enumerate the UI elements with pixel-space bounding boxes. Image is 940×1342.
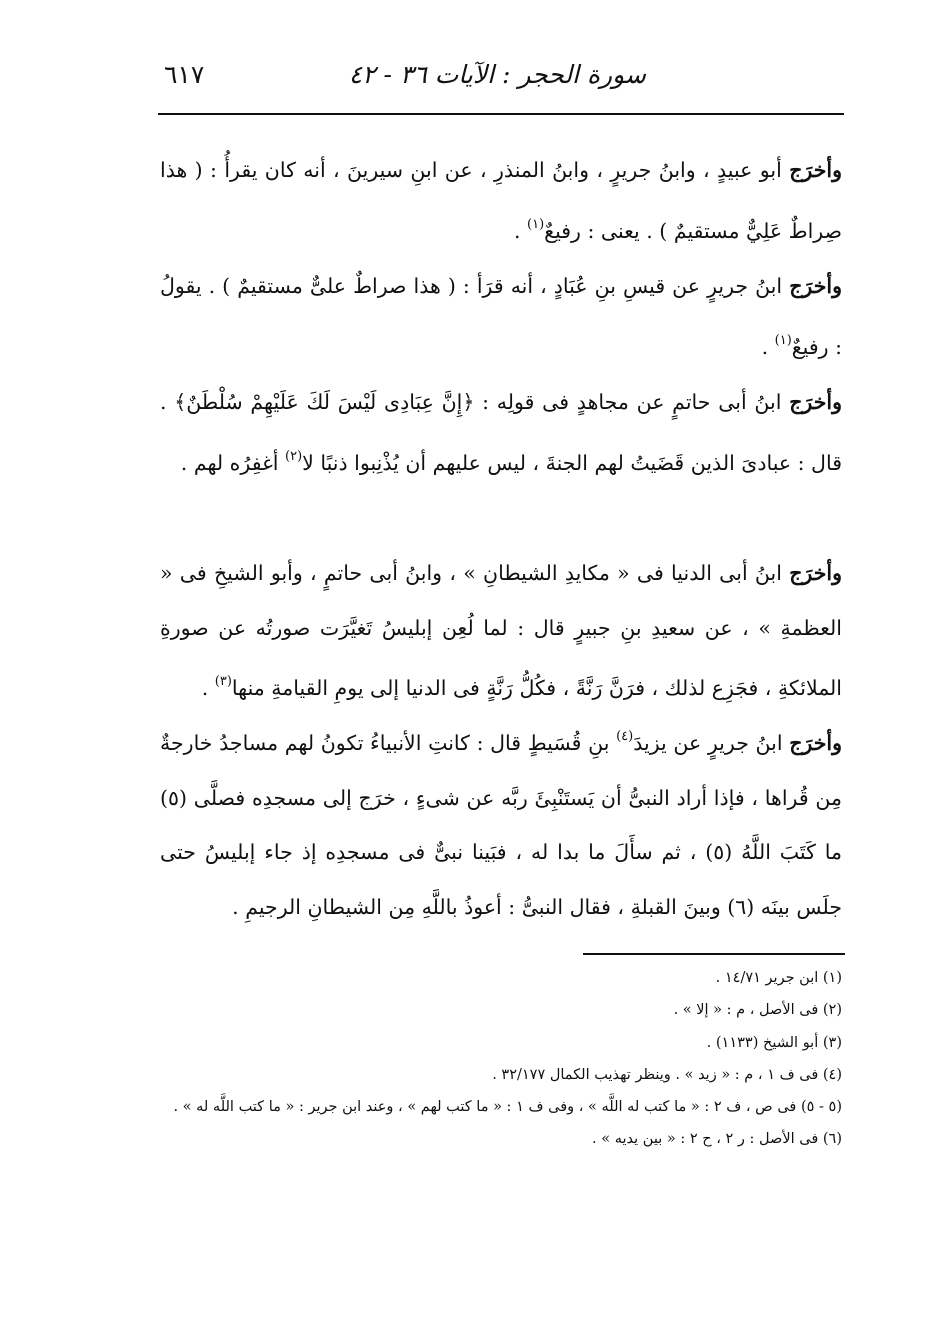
header-rule [158,113,844,115]
footnote-5: (٥ - ٥) فى ص ، ف ٢ : « ما كتب له اللَّه » ، وفى ف ١ : « ما كتب لهم » ، وعند ابن جرير : « ما كتب اللَّه له » . [173,1099,842,1116]
paragraph-lead: وأخرَج [789,274,842,298]
paragraph-2 [160,259,842,374]
footnote-ref: (١) [774,332,792,348]
running-header [160,58,846,98]
footnote-2: (٢) فى الأصل ، م : « إلا » . [673,1002,842,1019]
paragraph-lead: وأخرَج [789,158,842,182]
paragraph-tail: . [201,676,215,700]
paragraph-tail: أغفِرُه لهم . [180,450,286,475]
paragraph-tail: . [761,334,775,359]
footnote-1: (١) ابن جرير ١٤/٧١ . [715,970,842,986]
footnotes [160,962,842,1156]
footnote-rule [583,953,845,955]
page-number: ٦١٧ [164,60,205,89]
footnote-6: (٦) فى الأصل : ر ٢ ، ح ٢ : « بين يديه » . [592,1131,842,1148]
paragraph-lead: وأخرَج [789,390,842,414]
footnote-4: (٤) فى ف ١ ، م : « زيد » . وينظر تهذيب الكمال ٣٢/١٧٧ . [492,1066,842,1083]
paragraph-1 [160,143,842,258]
paragraph-text: ابنُ أبى حاتمٍ عن مجاهدٍ فى قولِه : ﴿إِنَّ عِبَادِى لَيْسَ لَكَ عَلَيْهِمْ سُلْطَنٌ﴾ . قال : عبادىَ الذين قَضَيتُ لهم الجنةَ ، ليس عليهم أن يُذْنِبوا ذنبًا لا [160,390,842,475]
paragraph-5 [160,710,842,934]
paragraph-text: ابنُ جريرٍ عن يزيدَ [633,731,790,755]
paragraph-lead: وأخرَج [789,731,842,755]
paragraph-text: أبو عبيدٍ ، وابنُ جريرٍ ، وابنُ المنذرِ ، عن ابنِ سيرينَ ، أنه كان يقرأُ : ( هذا صِراطٌ عَلِيٌّ مستقيمٌ ) . يعنى : رفيعٌ [160,158,842,243]
footnote-ref: (٣) [214,674,232,689]
footnote-ref: (٢) [285,448,303,464]
paragraph-4 [160,546,842,716]
footnote-3: (٣) أبو الشيخ (١١٣٣) . [706,1034,842,1051]
paragraph-lead: وأخرَج [789,561,842,585]
surah-title: سورة الحجر : الآيات ٣٦ - ٤٢ [348,60,646,89]
paragraph-text: ابنُ جريرٍ عن قيسِ بنِ عُبَادٍ ، أنه قرَأ : ( هذا صراطٌ علىٌّ مستقيمٌ ) . يقولُ : رفيعٌ [160,274,842,359]
paragraph-3 [160,375,842,490]
paragraph-text: ابنُ أبى الدنيا فى « مكايدِ الشيطانِ » ، وابنُ أبى حاتمٍ ، وأبو الشيخِ فى « العظمةِ » ، عن سعيدِ بنِ جبيرٍ قال : لما لُعِن إبليسُ تَغيَّرَت صورتُه عن صورةِ الملائكةِ ، فجَزِع لذلك ، فرَنَّ رَنَّةً ، فكُلُّ رَنَّةٍ فى الدنيا إلى يومِ القيامةِ منها [160,561,842,700]
paragraph-tail: . [513,218,528,243]
footnote-ref: (١) [527,216,545,232]
footnote-ref: (٤) [616,729,634,744]
paragraph-tail: بنِ قُسَيطٍ قال : كانتِ الأنبياءُ تكونُ لهم مساجدُ خارجةٌ مِن قُراها ، فإذا أراد النبىُّ أن يَستَنْبِئَ ربَّه عن شىءٍ ، خرَج إلى مسجدِه فصلَّى (٥) ما كَتَبَ اللَّهُ (٥) ، ثم سأَلَ ما بدا له ، فبَينا نبىٌّ فى مسجدِه إذ جاء إبليسُ حتى جلَس بينَه (٦) وبينَ القبلةِ ، فقال النبىُّ : أعوذُ باللَّهِ مِن الشيطانِ الرجيمِ . [160,731,842,919]
